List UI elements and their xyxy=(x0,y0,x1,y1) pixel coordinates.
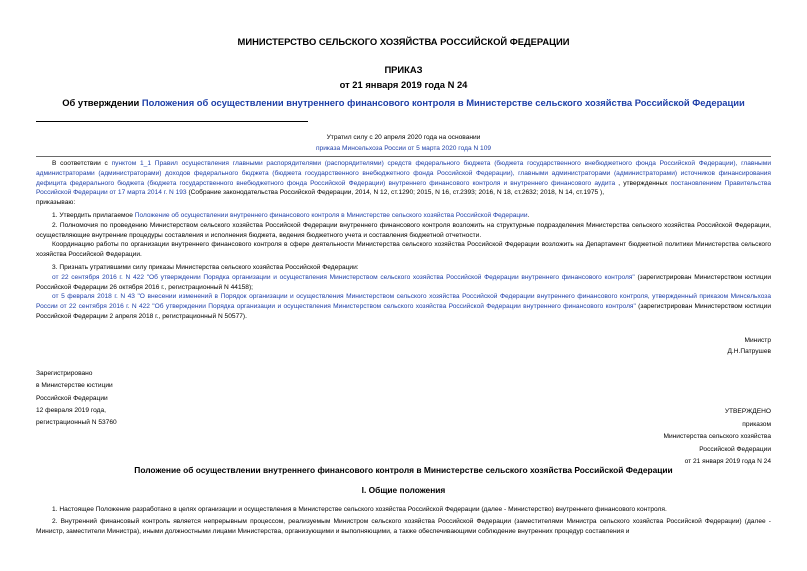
preamble-text: (Собрание законодательства Российской Федерации, 2014, N 12, ст.1290; 2015, N 16, ст.2393; 2016, N 18, ст.2632; 2018, N 14, ст.1975 ), xyxy=(186,189,605,197)
order-body xyxy=(36,159,771,322)
order-43-link[interactable]: от 5 февраля 2018 г. N 43 "О внесении изменений в Порядок организации и осуществления Министерством сельского хозяйства Российской Федерации внутреннего финансового контроля, утвержденный приказом Минсельхоза России от 22 сентября 2016 г. N 422 "Об утверждении Порядка организации и осуществления Министерством сельского хозяйства Российской Федерации внутреннего финансового контроля" xyxy=(36,293,771,311)
order-title xyxy=(0,97,807,108)
signature-name: Д.Н.Патрушев xyxy=(727,348,771,356)
item-3-a-text: (зарегистрирован Министерством юстиции Российской Федерации 26 октября 2016 г., регистрационный N 44158); xyxy=(36,273,772,291)
order-heading: ПРИКАЗ xyxy=(384,64,423,75)
regulation-body xyxy=(36,505,771,536)
preamble-divider xyxy=(36,156,771,157)
rules-link[interactable]: пунктом 1_1 Правил осуществления главными распорядителями (распорядителями) средств федерального бюджета (бюджета государственного внебюджетного фонда Российской Федерации), главными администраторами (администраторами) доходов федерального бюджета (бюджета государственного внебюджетного фонда Российской Федерации), главными администраторами (администраторами) источников финансирования дефицита федерального бюджета (бюджета государственного внебюджетного фонда Российской Федерации) внутреннего финансового контроля и внутреннего финансового аудита xyxy=(36,160,771,187)
signature-block xyxy=(727,335,771,357)
section-1-heading: I. Общие положения xyxy=(361,485,446,495)
item-3-b xyxy=(36,292,771,321)
order-422-link[interactable]: от 22 сентября 2016 г. N 422 "Об утверждении Порядка организации и осуществления Министерством сельского хозяйства Российской Федерации внутреннего финансового контроля" xyxy=(52,273,635,281)
expired-order-link[interactable]: приказа Минсельхоза России от 5 марта 2020 года N 109 xyxy=(315,145,492,152)
approval-line: от 21 января 2019 года N 24 xyxy=(684,458,771,466)
regulation-paragraph-1: 1. Настоящее Положение разработано в целях организации и осуществления в Министерстве сельского хозяйства Российской Федерации (далее - Министерство) внутреннего финансового контроля. xyxy=(52,506,667,513)
preamble-text: В соответствии с xyxy=(52,160,112,167)
orders-word: приказываю: xyxy=(36,199,76,207)
expired-line: Утратил силу с 20 апреля 2020 года на основании xyxy=(326,134,481,141)
government-decree-link[interactable]: постановлением Правительства Российской Федерации от 17 марта 2014 г. N 193 xyxy=(36,179,772,197)
registration-block xyxy=(36,368,117,429)
item-1 xyxy=(36,211,771,221)
approval-line: Министерства сельского хозяйства xyxy=(663,433,771,441)
item-3-a xyxy=(36,273,771,293)
order-date: от 21 января 2019 года N 24 xyxy=(339,79,468,90)
item-3: 3. Признать утратившими силу приказы Министерства сельского хозяйства Российской Федерации: xyxy=(52,263,359,271)
order-title-prefix: Об утверждении xyxy=(62,97,142,108)
preamble-paragraph xyxy=(36,159,771,198)
registration-line: в Министерстве юстиции xyxy=(36,382,113,390)
preamble-text: , утвержденных xyxy=(615,179,671,187)
regulation-paragraph-2: 2. Внутренний финансовый контроль является непрерывным процессом, реализуемым Министром сельского хозяйства Российской Федерации (заместителями Министра сельского хозяйства Российской Федерации) (далее - Министр, заместители Министра), иными должностными лицами Министерства, организующими и выполняющими, а также обеспечивающими соблюдение внутренних процедур составления и xyxy=(36,517,771,535)
regulation-link[interactable]: Положение об осуществлении внутреннего финансового контроля в Министерстве сельского хозяйства Российской Федерации xyxy=(134,211,528,219)
registration-line: регистрационный N 53760 xyxy=(36,419,117,427)
item-1-text: . xyxy=(527,211,530,219)
approval-line: приказом xyxy=(742,420,771,428)
item-1-text: 1. Утвердить прилагаемое xyxy=(52,211,135,219)
title-divider xyxy=(36,121,308,122)
signature-role: Министр xyxy=(744,337,771,344)
ministry-heading: МИНИСТЕРСТВО СЕЛЬСКОГО ХОЗЯЙСТВА РОССИЙСКОЙ ФЕДЕРАЦИИ xyxy=(237,36,570,47)
approval-block xyxy=(663,406,771,469)
approval-line: Российской Федерации xyxy=(699,445,771,453)
item-2-coordination: Координацию работы по организации внутреннего финансового контроля в сфере деятельности Министерства сельского хозяйства Российской Федерации возложить на Департамент бюджетной политики Министерства сельского хозяйства Российской Федерации. xyxy=(36,241,771,259)
registration-line: Зарегистрировано xyxy=(36,370,93,377)
registration-line: 12 февраля 2019 года, xyxy=(36,406,106,414)
item-3-b-text: (зарегистрирован Министерством юстиции Российской Федерации 2 апреля 2018 г., регистрационный N 50577). xyxy=(36,303,771,320)
approval-line: УТВЕРЖДЕНО xyxy=(724,408,771,415)
item-2: 2. Полномочия по проведению Министерством сельского хозяйства Российской Федерации внутреннего финансового контроля возложить на структурные подразделения Министерства сельского хозяйства Российской Федерации, осуществляющие внутренние процедуры составления и исполнения бюджета, ведения бюджетного учета и составления бюджетной отчетности. xyxy=(36,221,771,239)
expired-note xyxy=(0,132,807,154)
registration-line: Российской Федерации xyxy=(36,394,108,402)
regulation-title: Положение об осуществлении внутреннего финансового контроля в Министерстве сельского хозяйства Российской Федерации xyxy=(134,465,673,475)
regulation-title-link[interactable]: Положения об осуществлении внутреннего финансового контроля в Министерстве сельского хозяйства Российской Федерации xyxy=(141,97,745,108)
